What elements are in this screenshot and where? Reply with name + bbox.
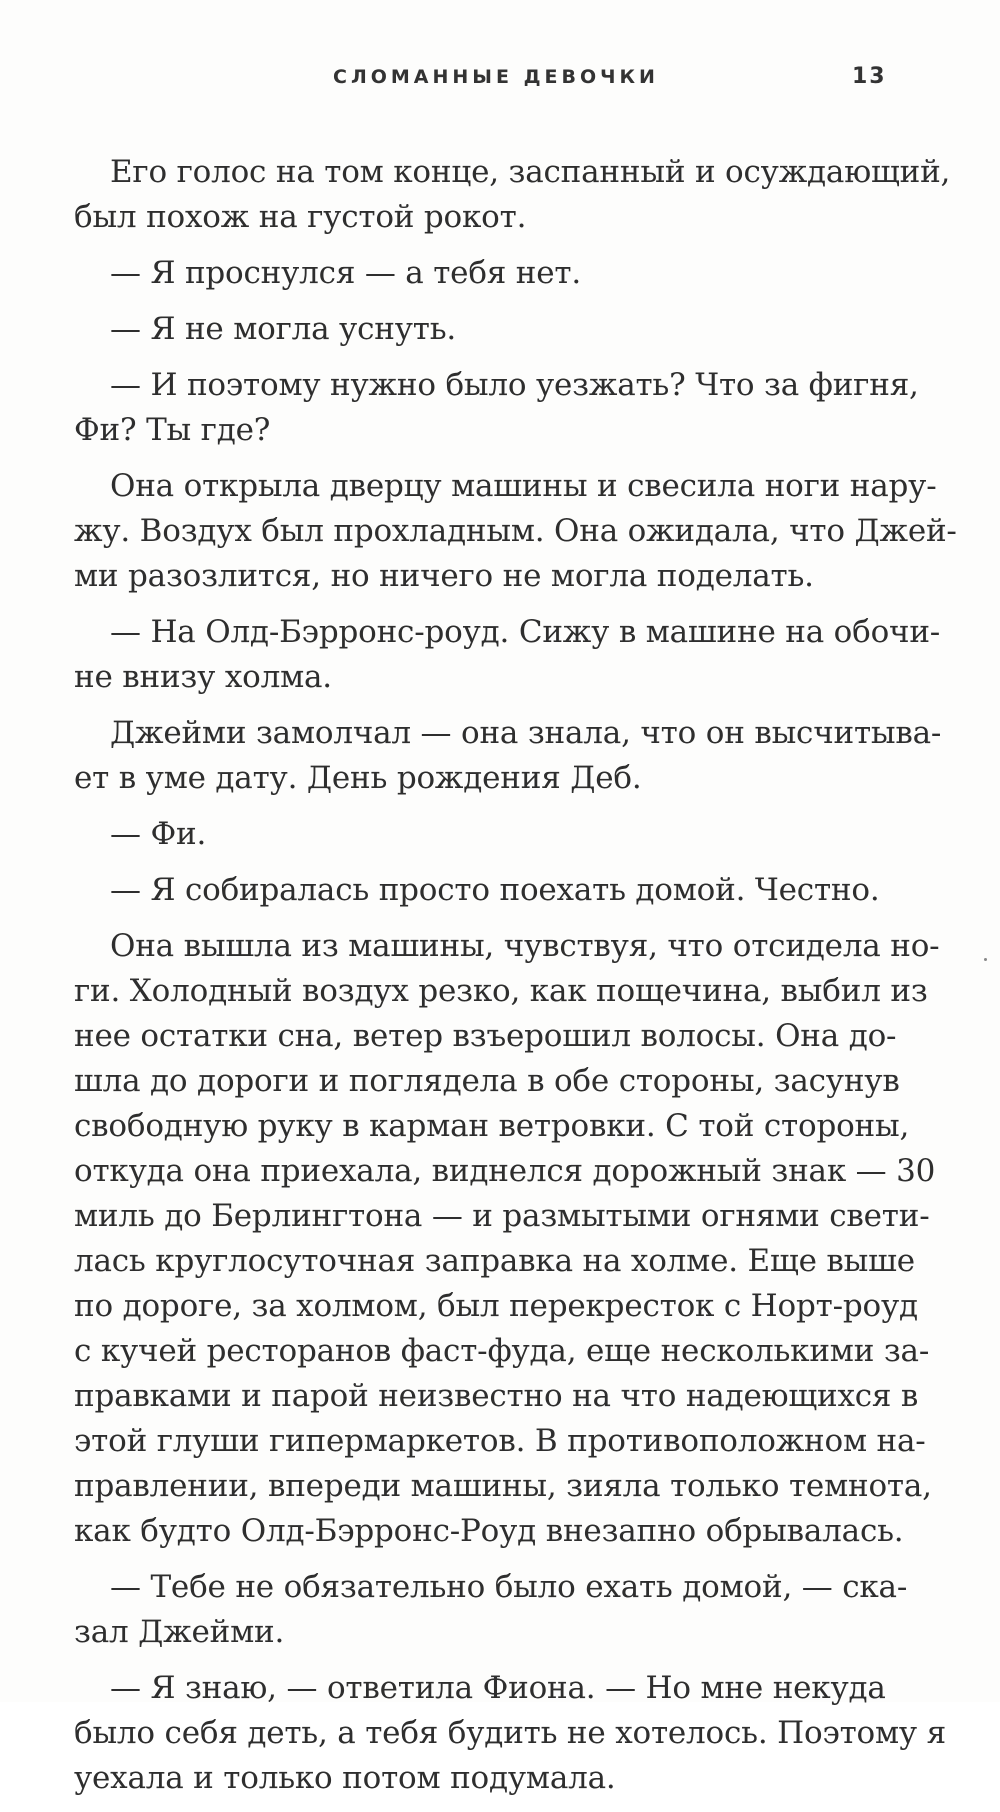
paragraph bbox=[74, 711, 942, 801]
margin-mark bbox=[984, 958, 987, 961]
book-title: СЛОМАННЫЕ ДЕВОЧКИ bbox=[333, 66, 659, 88]
text-line: откуда она приехала, виднелся дорожный знак — 30 bbox=[74, 1153, 936, 1189]
text-line: уехала и только потом подумала. bbox=[74, 1760, 616, 1796]
text-line: правками и парой неизвестно на что надеющихся в bbox=[74, 1378, 919, 1414]
text-line: ги. Холодный воздух резко, как пощечина, выбил из bbox=[74, 973, 928, 1009]
text-line: Его голос на том конце, заспанный и осуждающий, bbox=[110, 154, 951, 190]
text-line: — Я не могла уснуть. bbox=[110, 311, 457, 347]
text-line: — Фи. bbox=[110, 816, 207, 852]
text-line: Она открыла дверцу машины и свесила ноги нару- bbox=[110, 468, 937, 504]
text-line: было себя деть, а тебя будить не хотелось. Поэтому я bbox=[74, 1715, 946, 1751]
text-line: лась круглосуточная заправка на холме. Еще выше bbox=[74, 1243, 915, 1279]
text-line: жу. Воздух был прохладным. Она ожидала, что Джей- bbox=[74, 513, 957, 549]
text-line: миль до Берлингтона — и размытыми огнями свети- bbox=[74, 1198, 930, 1234]
paragraph bbox=[74, 1666, 946, 1801]
text-line: правлении, впереди машины, зияла только темнота, bbox=[74, 1468, 932, 1504]
body-text bbox=[74, 150, 957, 1812]
text-line: не внизу холма. bbox=[74, 659, 332, 695]
text-line: Джейми замолчал — она знала, что он высчитыва- bbox=[110, 715, 942, 751]
paragraph bbox=[74, 307, 894, 352]
text-line: ет в уме дату. День рождения Деб. bbox=[74, 760, 642, 796]
text-line: — Я проснулся — а тебя нет. bbox=[110, 255, 582, 291]
paragraph bbox=[74, 868, 894, 913]
paragraph bbox=[74, 610, 941, 700]
text-line: свободную руку в карман ветровки. С той стороны, bbox=[74, 1108, 910, 1144]
text-line: как будто Олд-Бэрронс-Роуд внезапно обрывалась. bbox=[74, 1513, 904, 1549]
text-line: — На Олд-Бэрронс-роуд. Сижу в машине на обочи- bbox=[110, 614, 941, 650]
text-line: Она вышла из машины, чувствуя, что отсидела но- bbox=[110, 928, 940, 964]
text-line: ми разозлится, но ничего не могла поделать. bbox=[74, 558, 814, 594]
paragraph bbox=[74, 1565, 908, 1655]
paragraph bbox=[74, 924, 940, 1554]
paragraph bbox=[74, 363, 919, 453]
text-line: Фи? Ты где? bbox=[74, 412, 271, 448]
page-number: 13 bbox=[852, 64, 887, 89]
text-line: нее остатки сна, ветер взъерошил волосы. Она до- bbox=[74, 1018, 897, 1054]
paragraph bbox=[74, 812, 894, 857]
text-line: зал Джейми. bbox=[74, 1614, 285, 1650]
text-line: — Тебе не обязательно было ехать домой, — ска- bbox=[110, 1569, 908, 1605]
paragraph bbox=[74, 251, 894, 296]
text-line: — Я знаю, — ответила Фиона. — Но мне некуда bbox=[110, 1670, 886, 1706]
running-head bbox=[0, 66, 1000, 106]
text-line: по дороге, за холмом, был перекресток с Норт-роуд bbox=[74, 1288, 918, 1324]
paragraph bbox=[74, 150, 951, 240]
text-line: с кучей ресторанов фаст-фуда, еще несколькими за- bbox=[74, 1333, 930, 1369]
text-line: был похож на густой рокот. bbox=[74, 199, 527, 235]
text-line: этой глуши гипермаркетов. В противоположном на- bbox=[74, 1423, 926, 1459]
paragraph bbox=[74, 464, 957, 599]
text-line: — Я собиралась просто поехать домой. Честно. bbox=[110, 872, 880, 908]
text-line: шла до дороги и поглядела в обе стороны, засунув bbox=[74, 1063, 900, 1099]
text-line: — И поэтому нужно было уезжать? Что за фигня, bbox=[110, 367, 919, 403]
